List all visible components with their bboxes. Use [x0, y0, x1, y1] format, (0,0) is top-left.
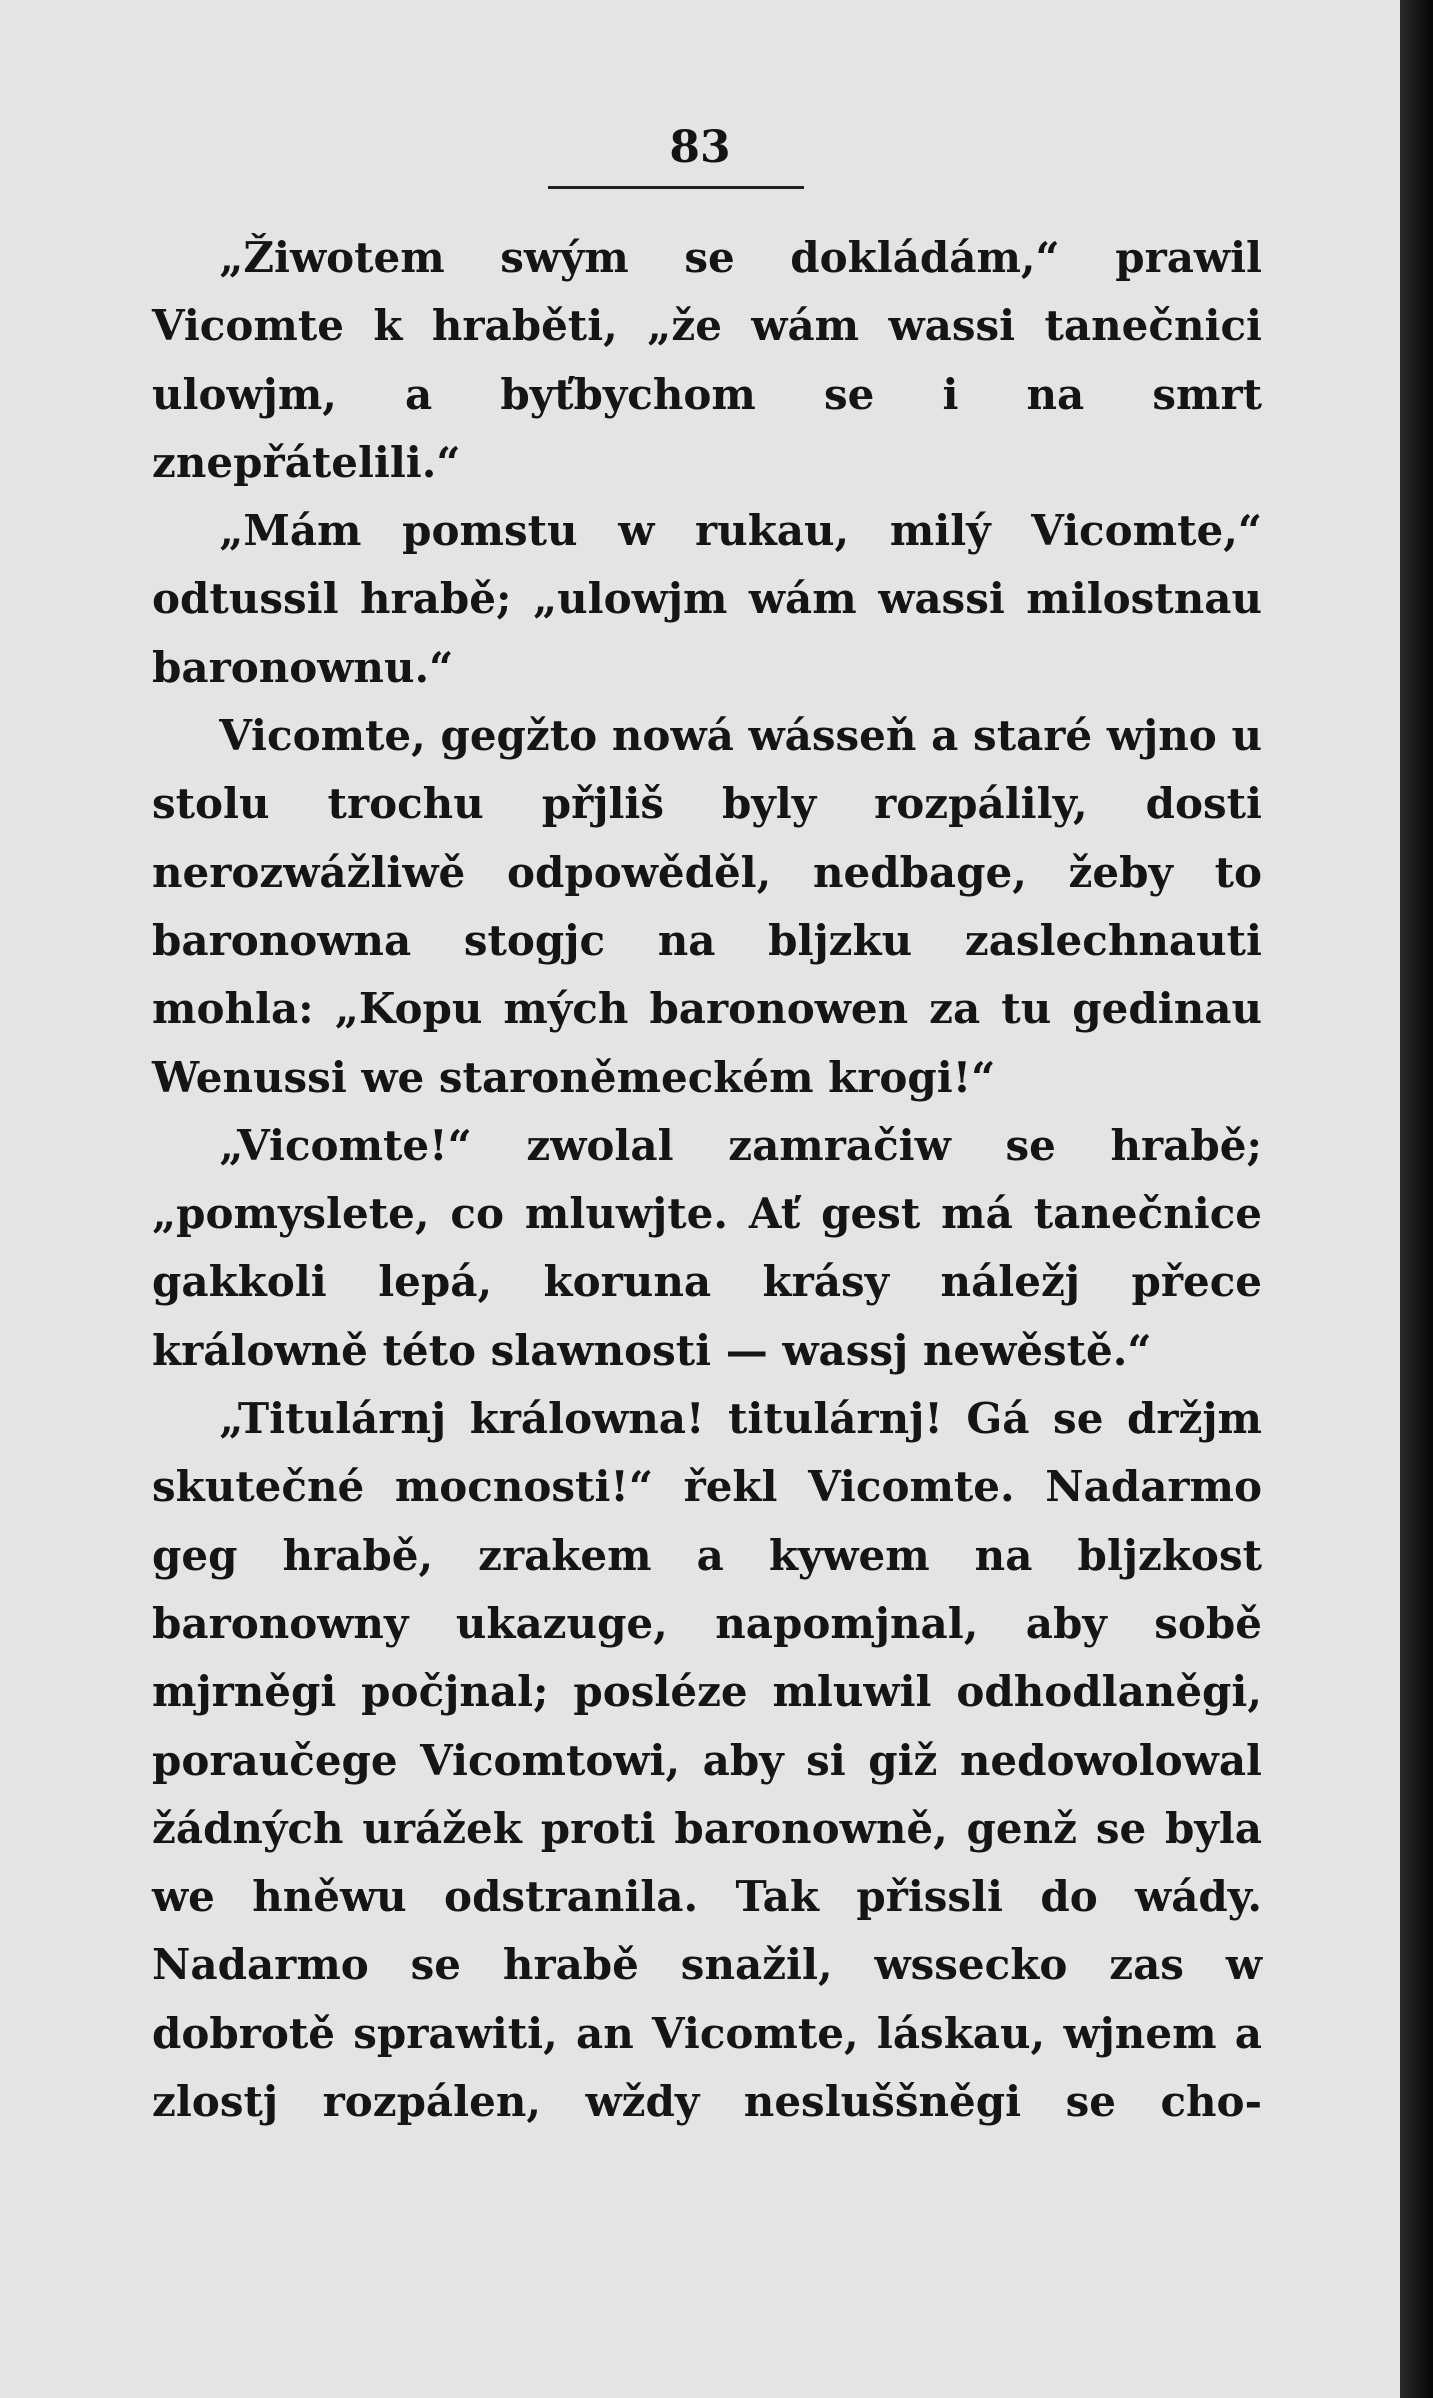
page-number: 83	[669, 122, 731, 173]
header-rule	[548, 186, 804, 189]
body-text	[152, 224, 1262, 2136]
paragraph: „Titulárnj králowna! titulárnj! Gá se držjm skutečné mocnosti!“ řekl Vicomte. Nadarmo geg hrabě, zrakem a kywem na bljzkost baronowny ukazuge, napomjnal, aby sobě mjrněgi počjnal; posléze mluwil odhodlaněgi, poraučege Vicomtowi, aby si giž nedowolowal žádných urážek proti baronowně, genž se byla we hněwu odstranila. Tak přissli do wády. Nadarmo se hrabě snažil, wssecko zas w dobrotě sprawiti, an Vicomte, láskau, wjnem a zlostj rozpálen, wždy nesluššněgi se cho-	[152, 1394, 1262, 2127]
paragraph: „Mám pomstu w rukau, milý Vicomte,“ odtussil hrabě; „ulowjm wám wassi milostnau baronownu.“	[152, 506, 1262, 692]
paragraph: Vicomte, gegžto nowá wásseň a staré wjno u stolu trochu přjliš byly rozpálily, dosti nerozwážliwě odpowěděl, nedbage, žeby to baronowna stogjc na bljzku zaslechnauti mohla: „Kopu mých baronowen za tu gedinau Wenussi we staroněmeckém krogi!“	[152, 711, 1262, 1102]
paragraph: „Vicomte!“ zwolal zamračiw se hrabě; „pomyslete, co mluwjte. Ať gest má tanečnice gakkoli lepá, koruna krásy náležj přece králowně této slawnosti — wassj newěstě.“	[152, 1120, 1262, 1375]
scan-dark-edge	[1400, 0, 1433, 2398]
paragraph: „Žiwotem swým se dokládám,“ prawil Vicomte k hraběti, „že wám wassi tanečnici ulowjm, a byťbychom se i na smrt znepřátelili.“	[152, 233, 1262, 487]
